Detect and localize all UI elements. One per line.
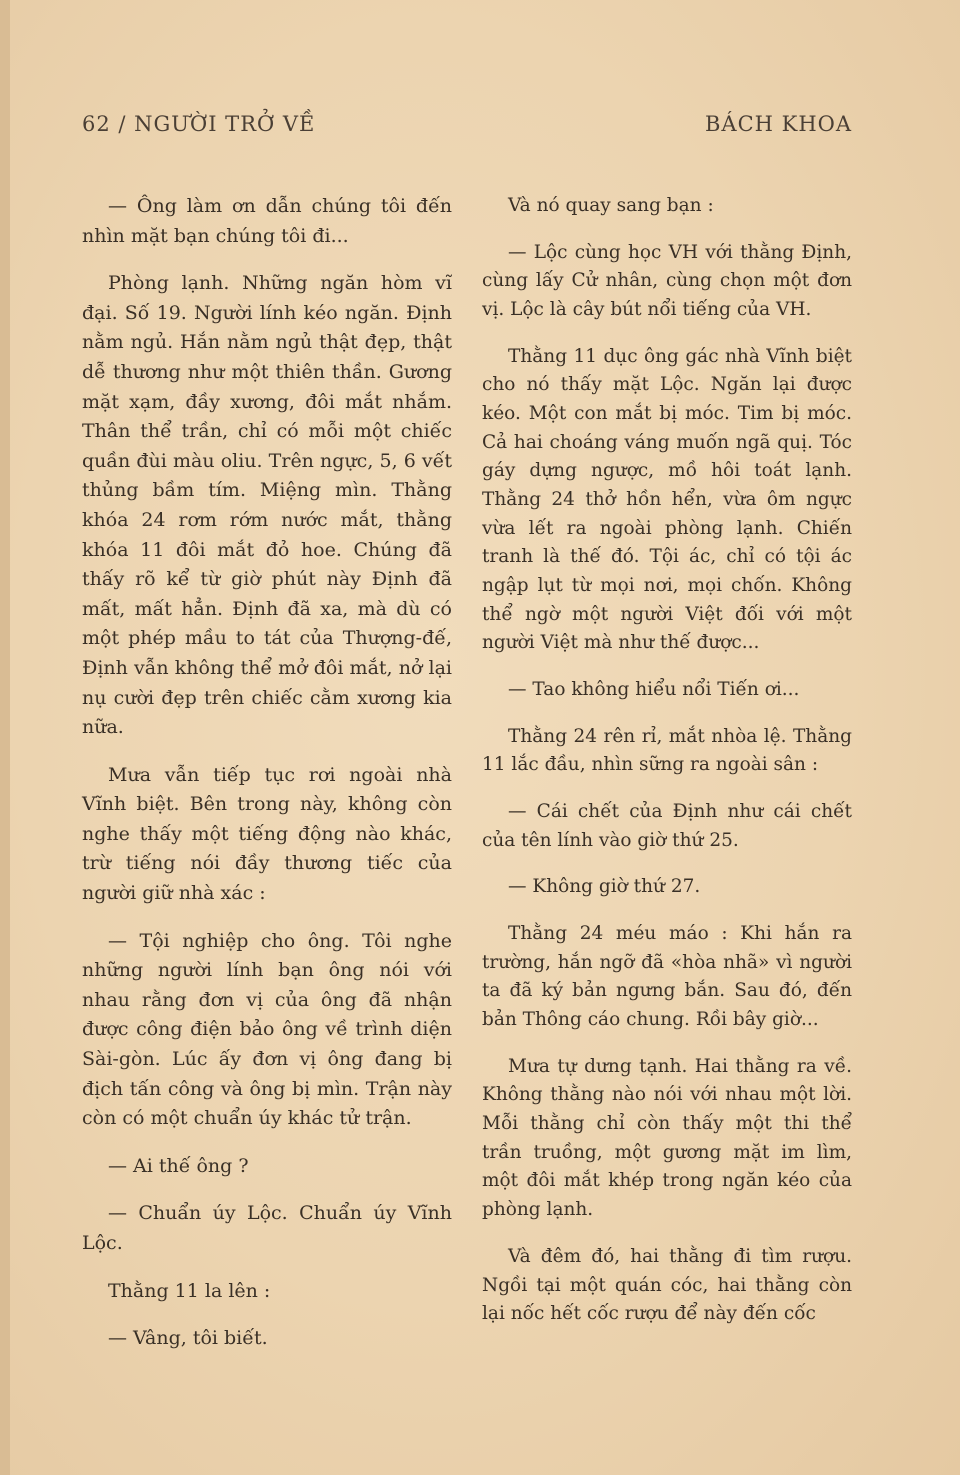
running-header-left: 62 / NGƯỜI TRỞ VỀ bbox=[82, 112, 316, 136]
paragraph: Phòng lạnh. Những ngăn hòm vĩ đại. Số 19. Người lính kéo ngăn. Định nằm ngủ. Hắn nằm ngủ thật đẹp, thật dễ thương như một thiên thần. Gương mặt xạm, đầy xương, đôi mắt nhắm. Thân thể trần, chỉ có mỗi một chiếc quần đùi màu oliu. Trên ngực, 5, 6 vết thủng bầm tím. Miệng mìn. Thằng khóa 24 rơm rớm nước mắt, thằng khóa 11 đôi mắt đỏ hoe. Chúng đã thấy rõ kể từ giờ phút này Định đã mất, mất hẳn. Định đã xa, mà dù có một phép mầu to tát của Thượng-đế, Định vẫn không thể mở đôi mắt, nở lại nụ cười đẹp trên chiếc cằm xương kia nữa. bbox=[82, 272, 452, 739]
paragraph: — Không giờ thứ 27. bbox=[508, 876, 701, 898]
running-header-right: BÁCH KHOA bbox=[705, 112, 853, 136]
paragraph: — Vâng, tôi biết. bbox=[108, 1327, 268, 1350]
paragraph: — Ai thế ông ? bbox=[108, 1154, 249, 1177]
paragraph: Mưa vẫn tiếp tục rơi ngoài nhà Vĩnh biệt. Bên trong này, không còn nghe thấy một tiếng động nào khác, trừ tiếng nói đầy thương tiếc của người giữ nhà xác : bbox=[82, 763, 452, 905]
paragraph: — Tội nghiệp cho ông. Tôi nghe những người lính bạn ông nói với nhau rằng đơn vị của ông đã nhận được công điện bảo ông về trình diện Sài-gòn. Lúc ấy đơn vị ông đang bị địch tấn công và ông bị mìn. Trận này còn có một chuẩn úy khác tử trận. bbox=[82, 929, 452, 1130]
right-column bbox=[482, 192, 852, 1347]
paragraph: Và nó quay sang bạn : bbox=[508, 195, 714, 216]
paragraph: Và đêm đó, hai thằng đi tìm rượu. Ngồi tại một quán cóc, hai thằng còn lại nốc hết cốc rượu để này đến cốc bbox=[482, 1245, 852, 1325]
paragraph: — Ông làm ơn dẫn chúng tôi đến nhìn mặt bạn chúng tôi đi... bbox=[82, 195, 452, 247]
paragraph: Mưa tự dưng tạnh. Hai thằng ra về. Không thằng nào nói với nhau một lời. Mỗi thằng chỉ còn thấy một thi thể trần truồng, một gương mặt im lìm, một đôi mắt khép trong ngăn kéo của phòng lạnh. bbox=[482, 1055, 852, 1221]
page-edge bbox=[0, 0, 10, 1475]
paragraph: — Cái chết của Định như cái chết của tên lính vào giờ thứ 25. bbox=[482, 801, 852, 851]
paragraph: — Tao không hiểu nổi Tiến ơi... bbox=[508, 679, 800, 701]
paragraph: Thằng 11 la lên : bbox=[108, 1279, 271, 1302]
paragraph: — Lộc cùng học VH với thằng Định, cùng lấy Cử nhân, cùng chọn một đơn vị. Lộc là cây bút nổi tiếng của VH. bbox=[482, 241, 852, 321]
paragraph: Thằng 24 méu máo : Khi hắn ra trường, hắn ngỡ đã «hòa nhã» vì người ta đã ký bản ngưng bắn. Sau đó, đến bản Thông cáo chung. Rồi bây giờ... bbox=[482, 923, 852, 1031]
paragraph: — Chuẩn úy Lộc. Chuẩn úy Vĩnh Lộc. bbox=[82, 1202, 452, 1254]
paragraph: Thằng 24 rên rỉ, mắt nhòa lệ. Thằng 11 lắc đầu, nhìn sững ra ngoài sân : bbox=[482, 725, 852, 776]
paragraph: Thằng 11 dục ông gác nhà Vĩnh biệt cho nó thấy mặt Lộc. Ngăn lại được kéo. Một con mắt bị móc. Tim bị móc. Cả hai choáng váng muốn ngã quị. Tóc gáy dựng ngược, mồ hôi toát lạnh. Thằng 24 thở hồn hển, vừa ôm ngực vừa lết ra ngoài phòng lạnh. Chiến tranh là thế đó. Tội ác, chỉ có tội ác ngập lụt từ mọi nơi, mọi chốn. Không thể ngờ một người Việt đối với một người Việt mà như thế được... bbox=[482, 345, 852, 654]
left-column bbox=[82, 192, 452, 1372]
